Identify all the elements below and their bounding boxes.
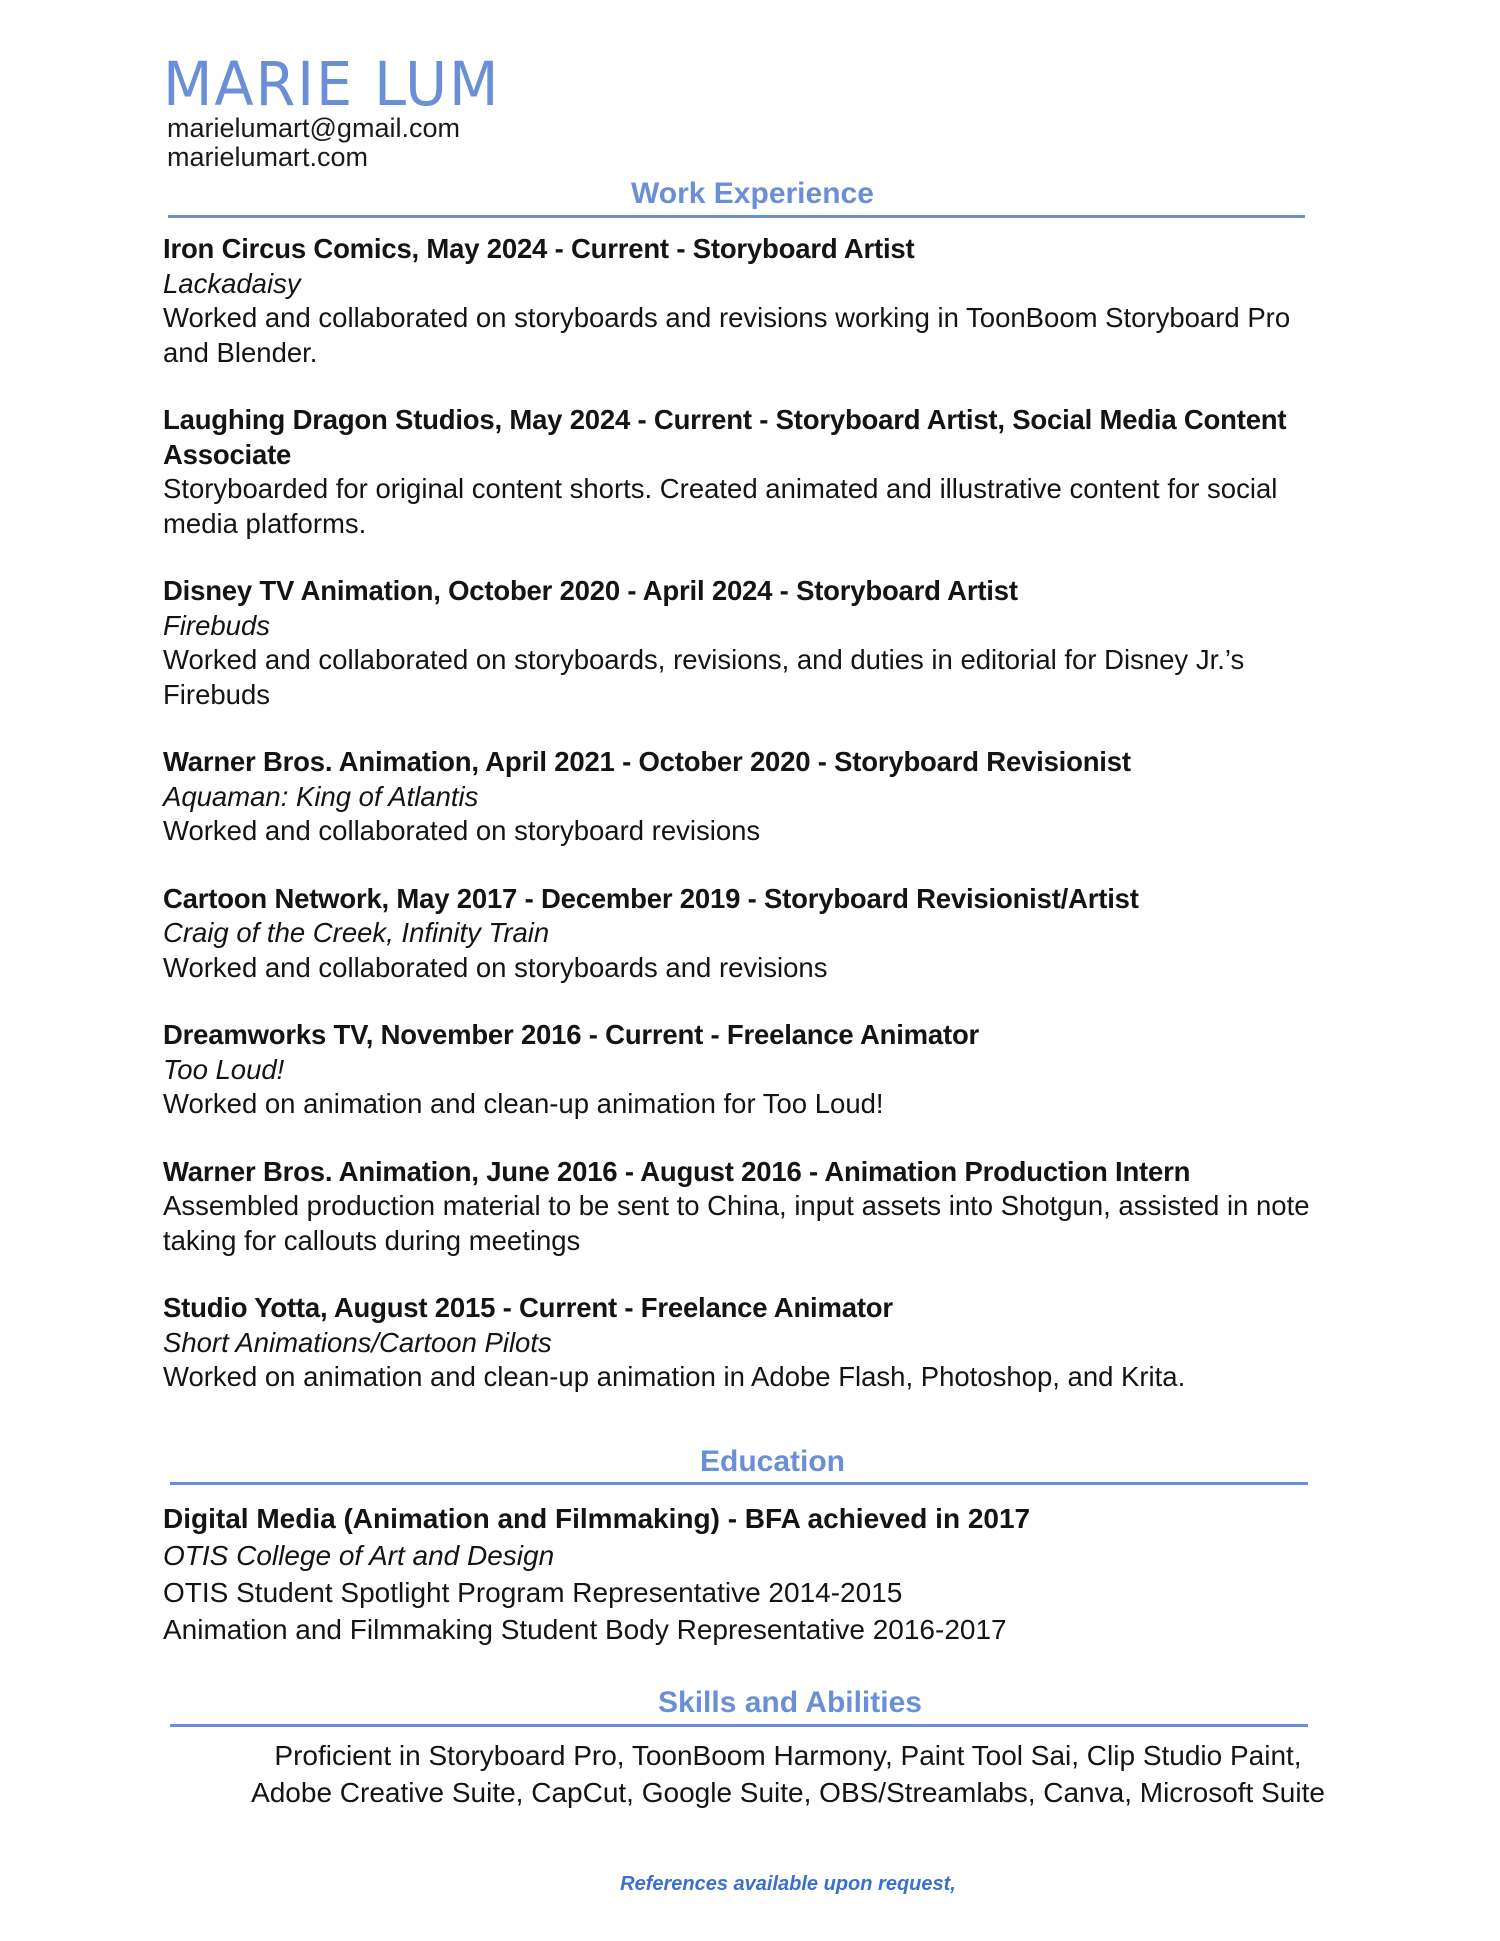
skills-list [163,1737,1413,1811]
job-project: Aquaman: King of Atlantis [163,780,479,812]
email-text: marielumart@gmail.com [167,113,460,143]
job-entry [163,1018,1313,1122]
skills-line: Proficient in Storyboard Pro, ToonBoom Harmony, Paint Tool Sai, Clip Studio Paint, [274,1740,1302,1771]
job-description: Assembled production material to be sent to China, input assets into Shotgun, assisted in note taking for callouts during meetings [163,1190,1310,1256]
job-project: Craig of the Creek, Infinity Train [163,917,550,948]
job-entry [163,1291,1313,1395]
job-description: Worked and collaborated on storyboard revisions [163,815,761,846]
work-experience-heading: Work Experience [631,177,874,210]
education-note: Animation and Filmmaking Student Body Representative 2016-2017 [163,1614,1007,1645]
job-entry [163,1155,1313,1259]
school-name: OTIS College of Art and Design [163,1540,555,1571]
job-project: Lackadaisy [163,267,301,299]
education-note: OTIS Student Spotlight Program Representative 2014-2015 [163,1577,903,1608]
job-project: Firebuds [163,609,270,641]
job-title: Warner Bros. Animation, April 2021 - October 2020 - Storyboard Revisionist [163,746,1131,777]
job-title: Studio Yotta, August 2015 - Current - Freelance Animator [163,1292,893,1323]
education-divider [170,1482,1308,1485]
skills-divider [170,1724,1308,1727]
job-title: Iron Circus Comics, May 2024 - Current - Storyboard Artist [163,233,915,264]
contact-info [167,114,460,172]
job-entry [163,403,1313,541]
job-entry [163,574,1313,712]
job-description: Worked and collaborated on storyboards, revisions, and duties in editorial for Disney Jr.’s Firebuds [163,644,1245,710]
skills-line: Adobe Creative Suite, CapCut, Google Suite, OBS/Streamlabs, Canva, Microsoft Suite [251,1777,1325,1808]
job-description: Worked on animation and clean-up animation for Too Loud! [163,1088,884,1119]
job-entry [163,745,1313,849]
work-experience-divider [168,215,1305,218]
job-description: Worked on animation and clean-up animation in Adobe Flash, Photoshop, and Krita. [163,1361,1186,1392]
job-title: Cartoon Network, May 2017 - December 2019 - Storyboard Revisionist/Artist [163,882,1139,914]
work-experience-list [163,232,1313,1428]
job-title: Dreamworks TV, November 2016 - Current - Freelance Animator [163,1019,980,1050]
job-description: Worked and collaborated on storyboards and revisions [163,951,828,983]
job-title: Disney TV Animation, October 2020 - April 2024 - Storyboard Artist [163,575,1018,606]
education-block [163,1500,1313,1648]
job-project: Too Loud! [163,1053,285,1085]
job-entry [163,232,1313,370]
job-project: Short Animations/Cartoon Pilots [163,1326,552,1358]
degree-title: Digital Media (Animation and Filmmaking) - BFA achieved in 2017 [163,1503,1031,1534]
references-note: References available upon request, [620,1873,956,1895]
education-heading: Education [700,1445,846,1478]
website-text: marielumart.com [167,142,369,172]
job-description: Storyboarded for original content shorts. Created animated and illustrative content for social media platforms. [163,473,1278,539]
skills-heading: Skills and Abilities [658,1686,922,1719]
job-description: Worked and collaborated on storyboards and revisions working in ToonBoom Storyboard Pro and Blender. [163,302,1291,368]
job-title: Warner Bros. Animation, June 2016 - August 2016 - Animation Production Intern [163,1155,1191,1187]
job-title: Laughing Dragon Studios, May 2024 - Current - Storyboard Artist, Social Media Content Associate [163,404,1287,470]
candidate-name: MARIE LUM [163,49,501,120]
job-entry [163,882,1313,986]
